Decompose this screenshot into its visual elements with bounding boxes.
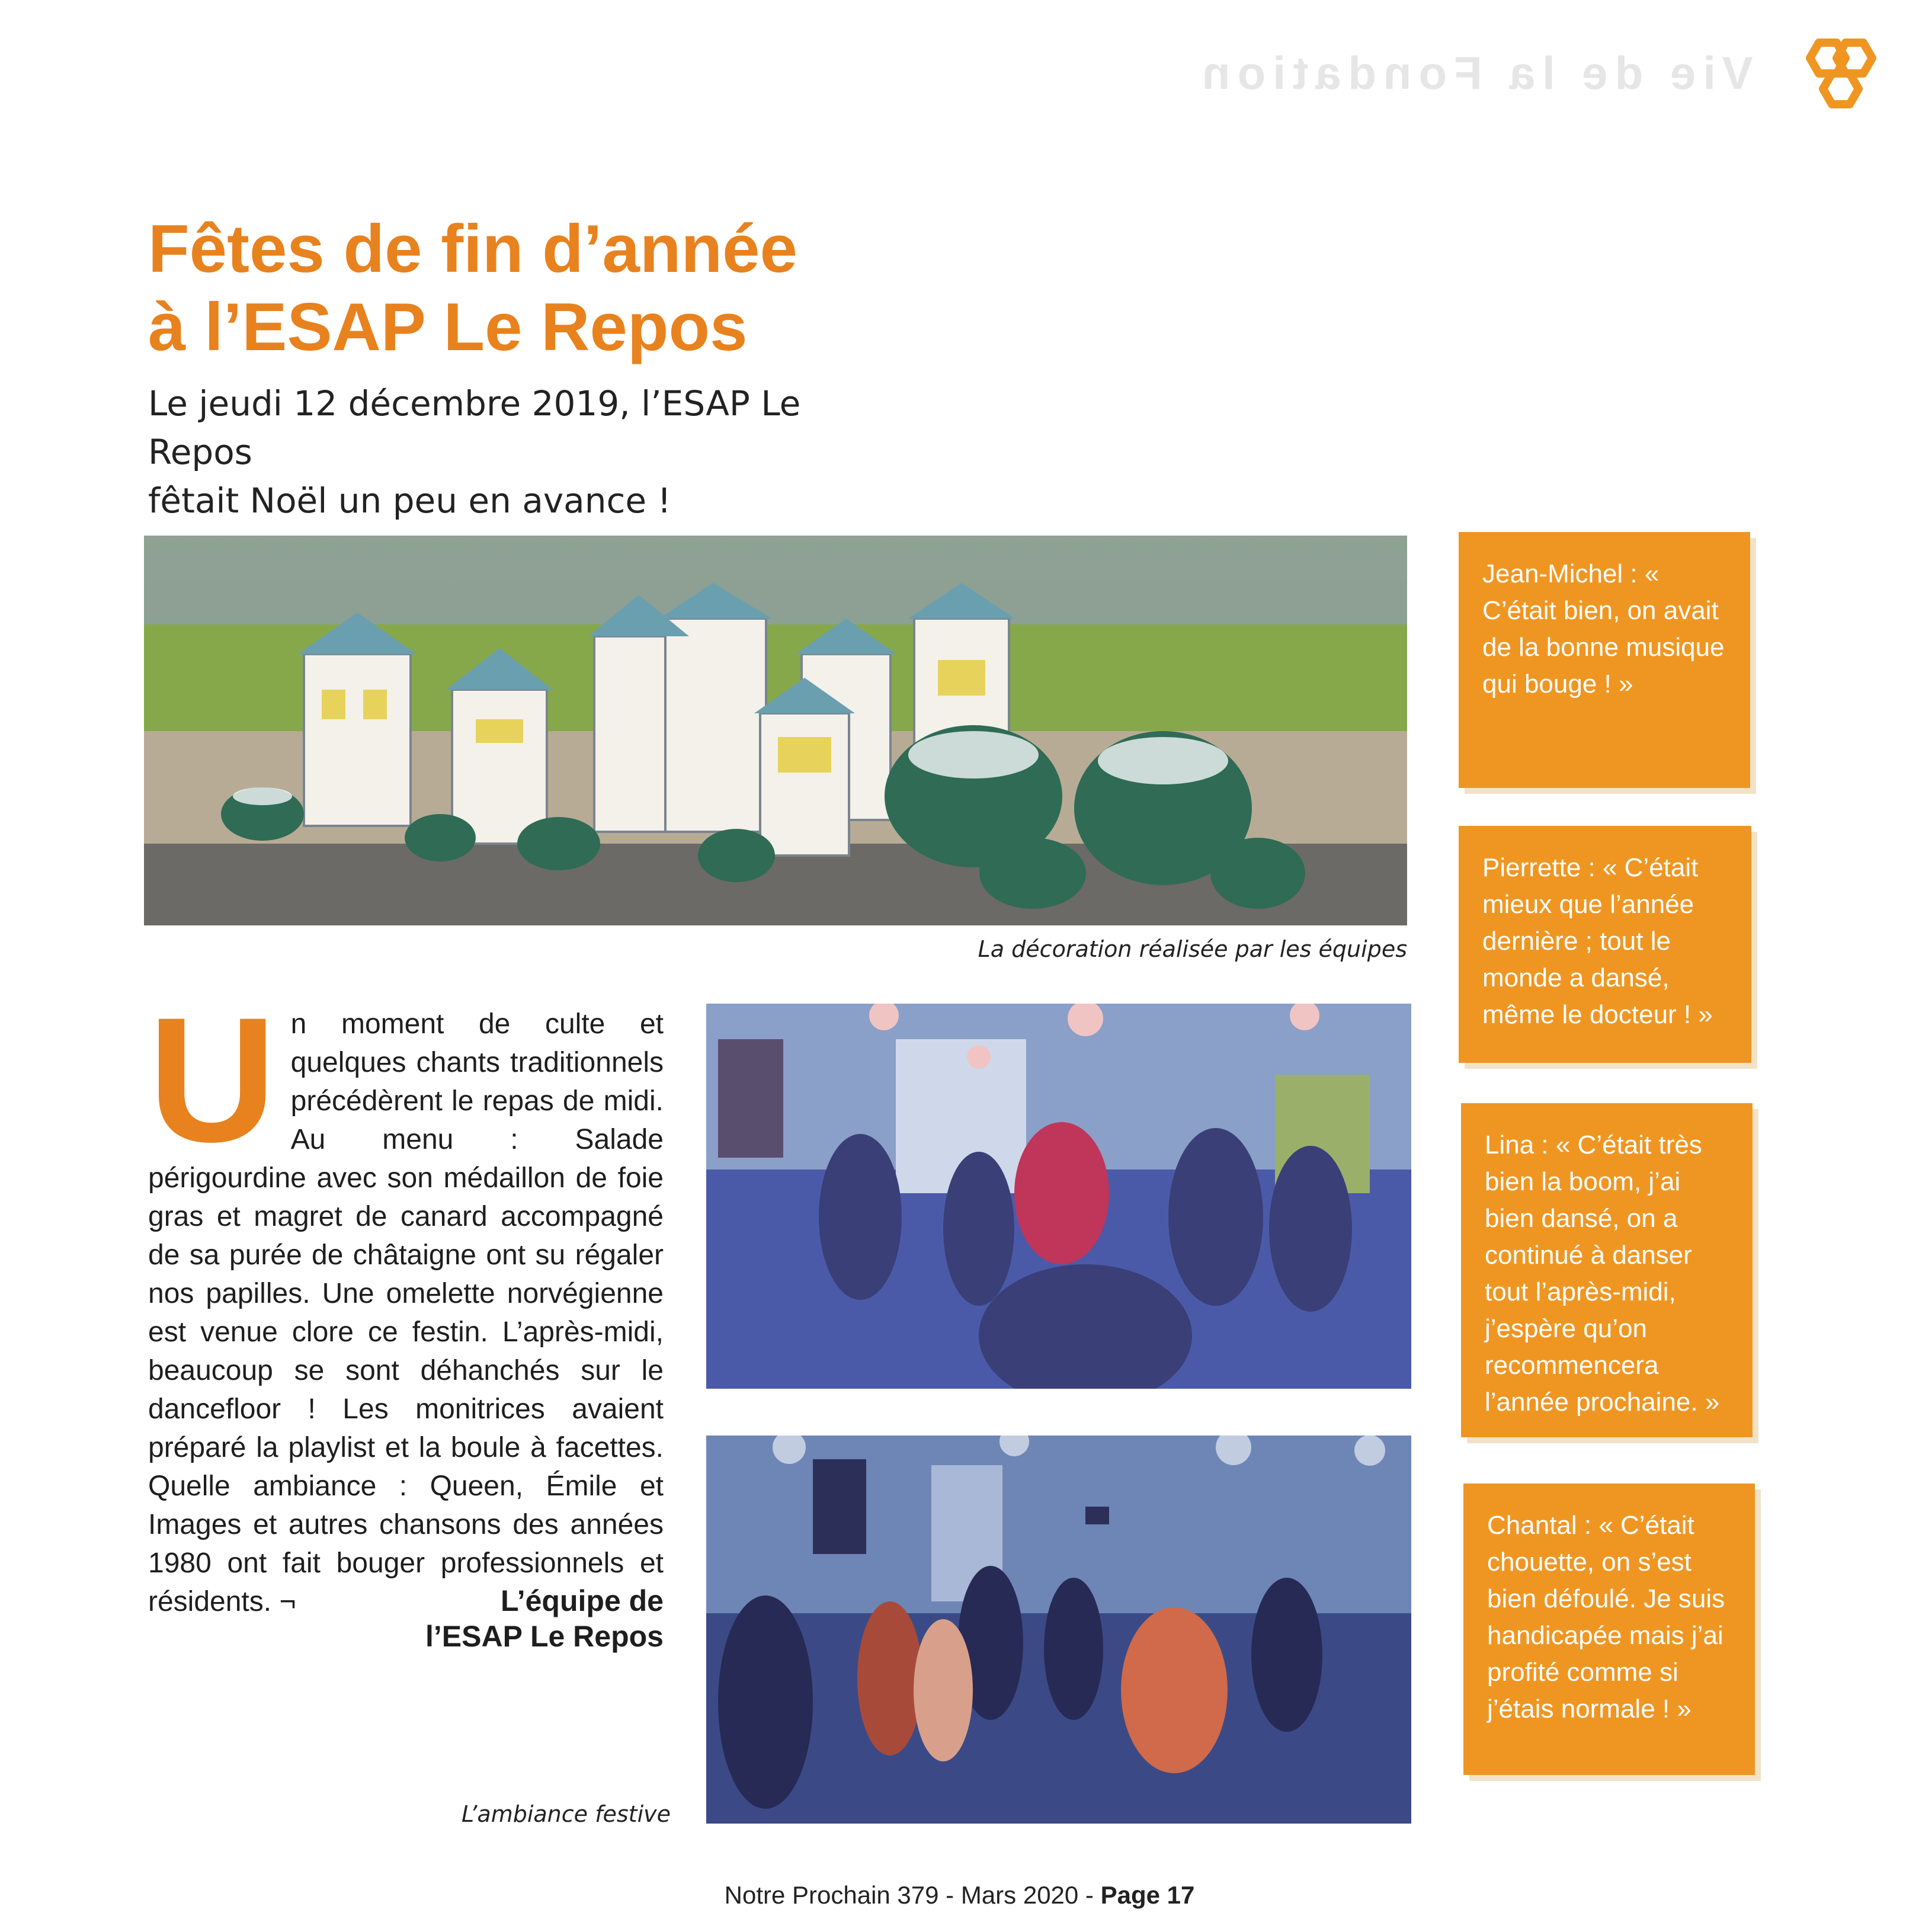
author-line-1: L’équipe de <box>500 1584 664 1617</box>
title-line-2: à l’ESAP Le Repos <box>148 290 748 365</box>
honeycomb-logo-icon <box>1795 37 1884 120</box>
subtitle <box>148 379 889 525</box>
page-title <box>148 210 918 367</box>
section-label: Vie de la Fondation <box>1195 47 1753 99</box>
quote-box-jean-michel: Jean-Michel : « C’était bien, on avait de la bonne musique qui bouge ! » <box>1459 532 1750 788</box>
quote-box-lina: Lina : « C’était très bien la boom, j’ai bien dansé, on a continué à danser tout l’après-midi, j’espère qu’on recommencera l’année prochaine. » <box>1461 1103 1753 1437</box>
drop-cap: U <box>148 980 277 1179</box>
caption-houses: La décoration réalisée par les équipes <box>978 936 1407 962</box>
footer-page-number: Page 17 <box>1100 1881 1195 1909</box>
caption-ambiance: L’ambiance festive <box>461 1801 671 1827</box>
quote-box-pierrette: Pierrette : « C’était mieux que l’année dernière ; tout le monde a dansé, même le docteur ! » <box>1459 826 1751 1063</box>
footer-publication: Notre Prochain 379 - Mars 2020 - <box>724 1881 1101 1909</box>
article-body-text: n moment de culte et quelques chants traditionnels précédèrent le repas de midi. Au menu : Salade périgourdine avec son médaillon de foie gras et magret de canard accompagné de sa purée de châtaigne ont su régaler nos papilles. Une omelette norvégienne est venue clore ce festin. L’après-midi, beaucoup se sont déhanchés sur le dancefloor ! Les monitrices avaient préparé la playlist et la boule à facettes. Quelle ambiance : Queen, Émile et Images et autres chansons des années 1980 ont fait bouger professionnels et résidents. ¬ <box>148 1008 664 1617</box>
title-line-1: Fêtes de fin d’année <box>148 212 797 287</box>
author-signature <box>415 1583 664 1654</box>
author-line-2: l’ESAP Le Repos <box>425 1620 664 1653</box>
photo-christmas-houses <box>144 536 1407 925</box>
quote-box-chantal: Chantal : « C’était chouette, on s’est bien défoulé. Je suis handicapée mais j’ai profité comme si j’étais normale ! » <box>1463 1484 1755 1775</box>
page-footer <box>0 1881 1919 1909</box>
photo-dancing-2 <box>706 1436 1411 1824</box>
subtitle-line-2: fêtait Noël un peu en avance ! <box>148 480 671 521</box>
subtitle-line-1: Le jeudi 12 décembre 2019, l’ESAP Le Repos <box>148 383 801 472</box>
article-body <box>148 980 664 1621</box>
photo-dancing-1 <box>706 1004 1411 1389</box>
